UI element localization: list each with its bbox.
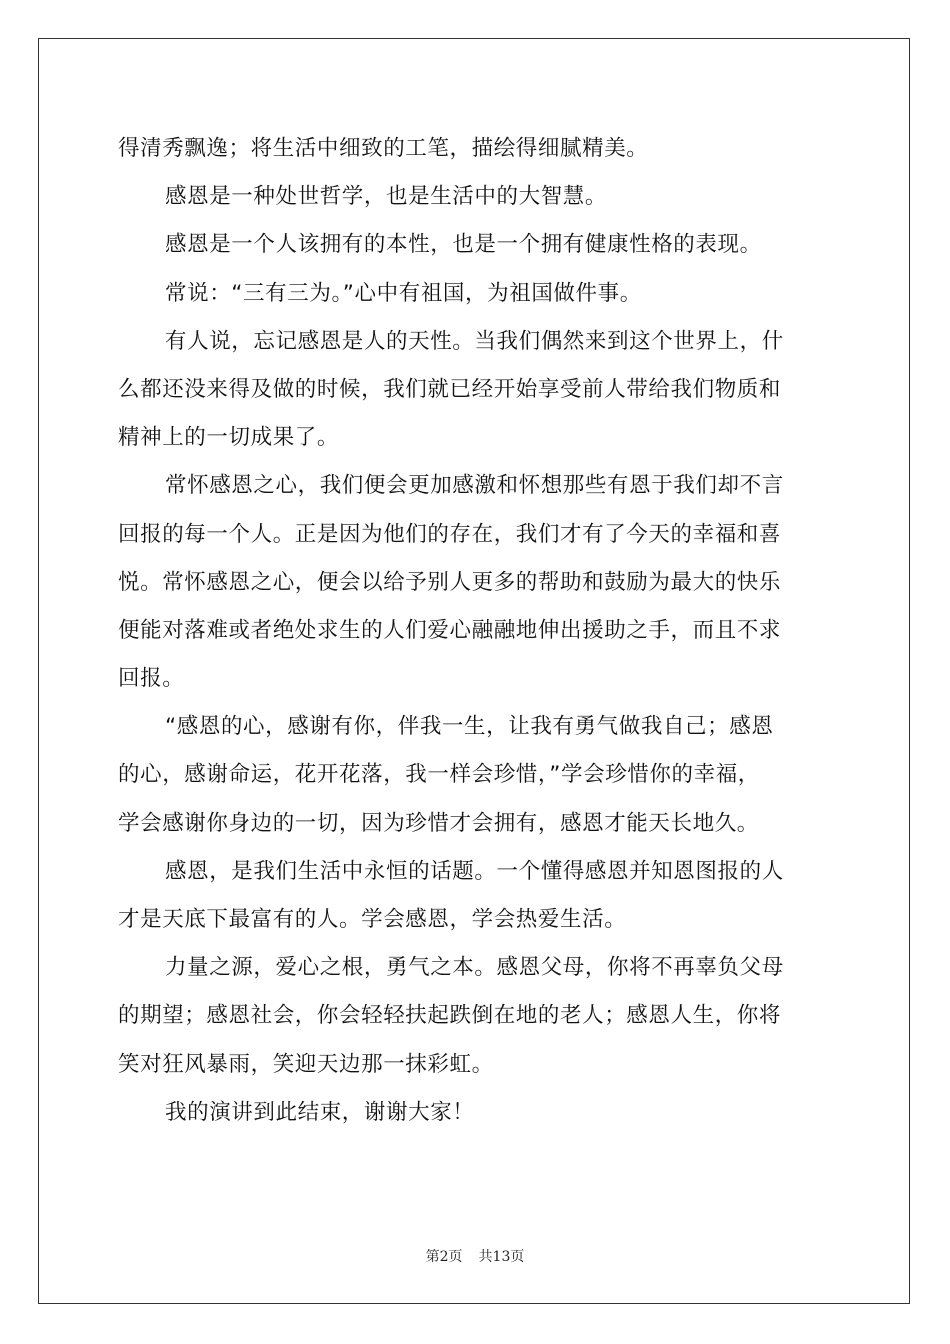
page-footer (0, 1246, 950, 1266)
text-line: “感恩的心，感谢有你，伴我一生，让我有勇气做我自己；感恩 (165, 714, 774, 740)
text-line: 学会感谢你身边的一切，因为珍惜才会拥有，感恩才能天长地久。 (118, 810, 759, 836)
text-line: 的期望；感恩社会，你会轻轻扶起跌倒在地的老人；感恩人生，你将 (118, 1003, 782, 1029)
document-body (118, 125, 836, 1137)
text-line: 精神上的一切成果了。 (118, 425, 340, 451)
text-line: 感恩是一种处世哲学，也是生活中的大智慧。 (165, 184, 608, 210)
text-line: 才是天底下最富有的人。学会感恩，学会热爱生活。 (118, 907, 627, 932)
text-line: 感恩是一个人该拥有的本性，也是一个拥有健康性格的表现。 (165, 232, 762, 258)
text-line: 么都还没来得及做的时候，我们就已经开始享受前人带给我们物质和 (118, 376, 782, 402)
text-line: 常怀感恩之心，我们便会更加感激和怀想那些有恩于我们却不言 (165, 473, 784, 499)
text-line: 得清秀飘逸；将生活中细致的工笔，描绘得细腻精美。 (118, 136, 649, 161)
text-line: 常说：“三有三为。”心中有祖国，为祖国做件事。 (165, 280, 642, 306)
text-line: 我的演讲到此结束，谢谢大家！ (165, 1099, 475, 1125)
text-line: 便能对落难或者绝处求生的人们爱心融融地伸出援助之手，而且不求 (118, 617, 782, 643)
page-number: 第2页 (425, 1249, 463, 1265)
text-line: 悦。常怀感恩之心，便会以给予别人更多的帮助和鼓励为最大的快乐 (118, 569, 782, 595)
text-line: 回报的每一个人。正是因为他们的存在，我们才有了今天的幸福和喜 (118, 521, 782, 547)
text-line: 的心，感谢命运，花开花落，我一样会珍惜，”学会珍惜你的幸福， (118, 762, 760, 788)
page-total: 共13页 (478, 1249, 525, 1265)
text-line: 笑对狂风暴雨，笑迎天边那一抹彩虹。 (118, 1051, 494, 1077)
text-line: 回报。 (118, 666, 185, 692)
text-line: 力量之源，爱心之根，勇气之本。感恩父母，你将不再辜负父母 (165, 955, 784, 981)
text-line: 有人说，忘记感恩是人的天性。当我们偶然来到这个世界上，什 (165, 328, 784, 354)
text-line: 感恩，是我们生活中永恒的话题。一个懂得感恩并知恩图报的人 (165, 858, 784, 884)
